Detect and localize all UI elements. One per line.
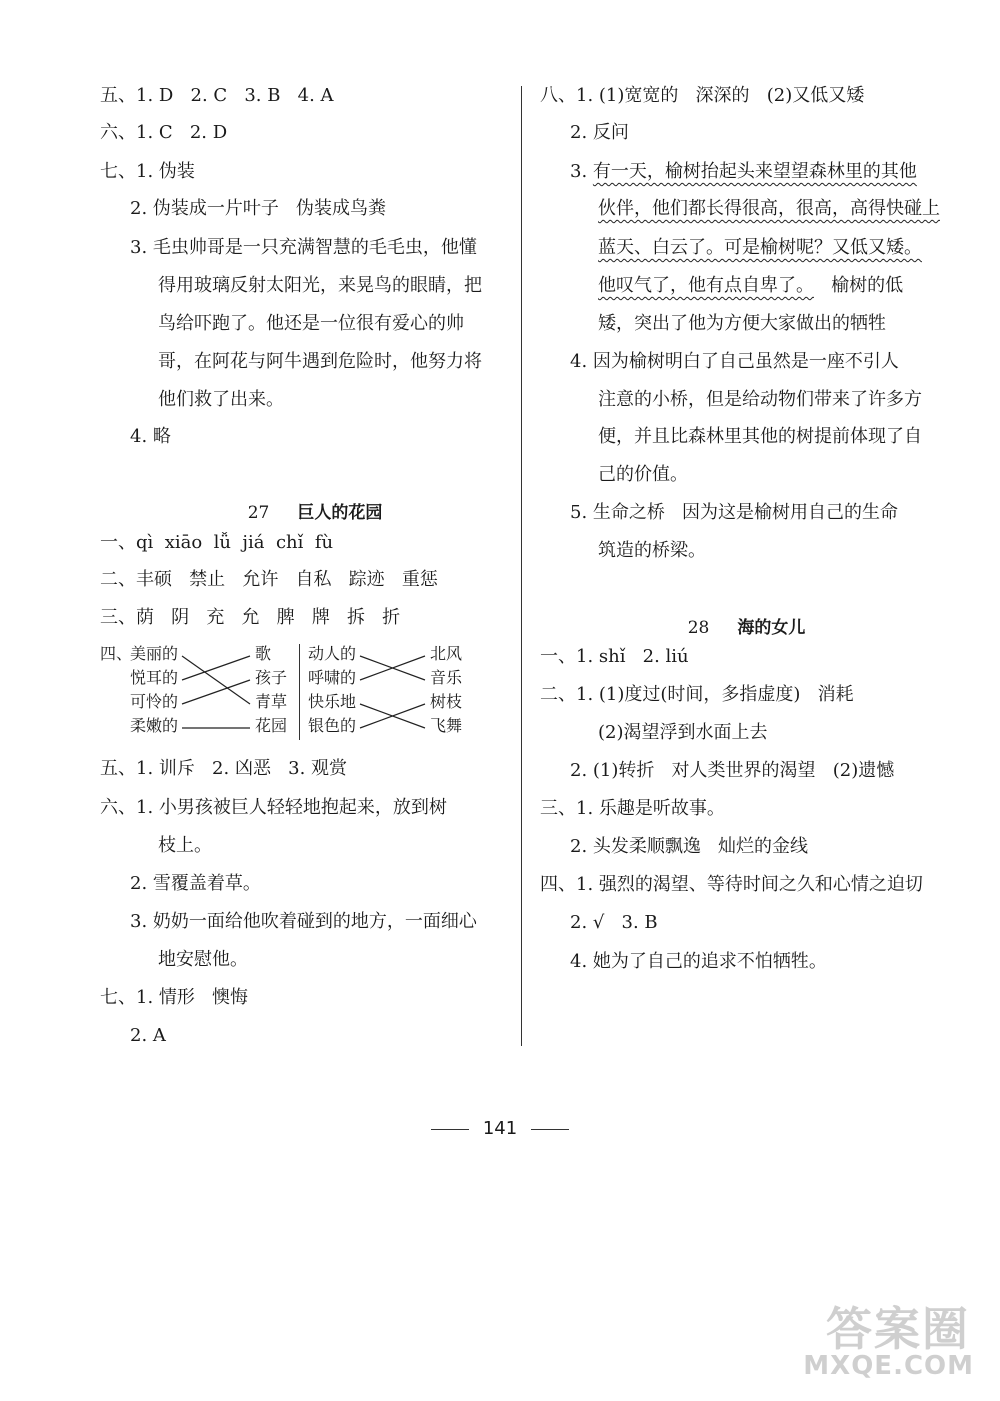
page-number xyxy=(0,1118,1000,1139)
match-left-word: 可怜的 xyxy=(130,692,179,711)
match-left-word: 呼啸的 xyxy=(308,668,357,687)
page-number-dash xyxy=(431,1129,469,1130)
answer-line: 六、1. 小男孩被巨人轻轻地抱起来，放到树 xyxy=(100,797,447,818)
answer-line xyxy=(570,160,917,184)
match-right-word: 飞舞 xyxy=(430,716,463,735)
match-left-word: 快乐地 xyxy=(308,692,357,711)
answer-line: 一、1. shǐ 2. liú xyxy=(540,646,689,667)
section-number: 28 xyxy=(687,618,710,638)
match-left-word: 美丽的 xyxy=(130,644,179,663)
answer-line: 矮，突出了他为方便大家做出的牺牲 xyxy=(598,313,886,334)
underlined-text: 有一天，榆树抬起头来望望森林里的其他 xyxy=(592,161,917,182)
section-number: 27 xyxy=(247,503,270,523)
match-left-word: 柔嫩的 xyxy=(130,716,179,735)
answer-line: 2. 雪覆盖着草。 xyxy=(130,873,261,894)
section-heading: 海的女儿 xyxy=(737,618,806,638)
match-right-word: 花园 xyxy=(255,716,288,735)
answer-line: 五、1. D 2. C 3. B 4. A xyxy=(100,85,334,106)
match-right-word: 音乐 xyxy=(430,668,463,687)
answer-line: 己的价值。 xyxy=(598,464,688,485)
answer-line: 2. √ 3. B xyxy=(570,912,658,933)
answer-line: 三、荫 阴 充 允 脾 牌 拆 折 xyxy=(100,607,401,628)
answer-line: 4. 略 xyxy=(130,426,171,447)
answer-line: 2. 反问 xyxy=(570,122,629,143)
answer-line: 便，并且比森林里其他的树提前体现了自 xyxy=(598,426,922,447)
matching-exercise xyxy=(100,644,510,740)
section-heading: 巨人的花园 xyxy=(297,503,383,523)
match-line xyxy=(182,656,250,704)
watermark-url: MXQE.COM xyxy=(803,1351,974,1381)
answer-line: 注意的小桥，但是给动物们带来了许多方 xyxy=(598,389,922,410)
answer-line: 他们救了出来。 xyxy=(158,389,284,410)
answer-line: 二、丰硕 禁止 允许 自私 踪迹 重惩 xyxy=(100,569,438,590)
answer-line: 二、1. (1)度过(时间，多指虚度) 消耗 xyxy=(540,684,854,705)
answer-line: 2. (1)转折 对人类世界的渴望 (2)遗憾 xyxy=(570,760,895,781)
answer-line: 七、1. 情形 懊悔 xyxy=(100,987,249,1008)
answer-line: 一、qì xiāo lǚ jiá chǐ fù xyxy=(100,532,334,553)
answer-line: 4. 她为了自己的追求不怕牺牲。 xyxy=(570,951,827,972)
answer-line: 三、1. 乐趣是听故事。 xyxy=(540,798,725,819)
answer-line: 七、1. 伪装 xyxy=(100,161,195,182)
answer-line: 五、1. 训斥 2. 凶恶 3. 观赏 xyxy=(100,758,348,779)
match-left-word: 悦耳的 xyxy=(130,668,179,687)
match-line xyxy=(182,656,250,680)
answer-line: 哥，在阿花与阿牛遇到危险时，他努力将 xyxy=(158,351,482,372)
page-number-dash xyxy=(531,1129,569,1130)
answer-line: 3. 毛虫帅哥是一只充满智慧的毛毛虫，他懂 xyxy=(130,237,477,258)
answer-line: 2. 伪装成一片叶子 伪装成鸟粪 xyxy=(130,198,387,219)
match-line xyxy=(182,680,250,704)
match-right-word: 树枝 xyxy=(430,692,463,711)
match-right-word: 孩子 xyxy=(255,668,288,687)
answer-line: 鸟给吓跑了。他还是一位很有爱心的帅 xyxy=(158,313,464,334)
answer-line: 筑造的桥梁。 xyxy=(598,540,706,561)
match-lines xyxy=(100,644,510,740)
answer-line: 5. 生命之桥 因为这是榆树用自己的生命 xyxy=(570,502,899,523)
answer-line: 2. A xyxy=(130,1025,166,1046)
item-number: 3. xyxy=(570,161,593,182)
watermark-text: 答案圈 xyxy=(826,1302,970,1356)
answer-line: 4. 因为榆树明白了自己虽然是一座不引人 xyxy=(570,351,899,372)
watermark-logo xyxy=(770,1293,980,1383)
underlined-text: 蓝天、白云了。可是榆树呢？又低又矮。 xyxy=(598,237,922,258)
answer-line: 四、1. 强烈的渴望、等待时间之久和心情之迫切 xyxy=(540,874,923,895)
answer-line xyxy=(598,274,903,298)
answer-line: (2)渴望浮到水面上去 xyxy=(598,722,768,743)
answer-line: 2. 头发柔顺飘逸 灿烂的金线 xyxy=(570,836,809,857)
match-prefix: 四、 xyxy=(100,644,133,663)
answer-line: 六、1. C 2. D xyxy=(100,122,228,143)
underlined-text: 他叹气了，他有点自卑了。 xyxy=(598,275,814,296)
match-right-word: 歌 xyxy=(255,644,272,663)
match-left-word: 银色的 xyxy=(308,716,357,735)
answer-line: 得用玻璃反射太阳光，来晃鸟的眼睛，把 xyxy=(158,275,482,296)
match-right-word: 青草 xyxy=(255,692,288,711)
answer-line: 八、1. (1)宽宽的 深深的 (2)又低又矮 xyxy=(540,85,865,106)
match-right-word: 北风 xyxy=(430,644,463,663)
match-left-word: 动人的 xyxy=(308,644,357,663)
page-number-text: 141 xyxy=(482,1118,518,1139)
answer-line: 3. 奶奶一面给他吹着碰到的地方，一面细心 xyxy=(130,911,477,932)
answer-text: 榆树的低 xyxy=(814,275,904,296)
column-divider xyxy=(521,86,522,1046)
answer-line: 枝上。 xyxy=(158,835,212,856)
underlined-text: 伙伴，他们都长得很高，很高，高得快碰上 xyxy=(598,198,940,219)
answer-line: 地安慰他。 xyxy=(158,949,248,970)
